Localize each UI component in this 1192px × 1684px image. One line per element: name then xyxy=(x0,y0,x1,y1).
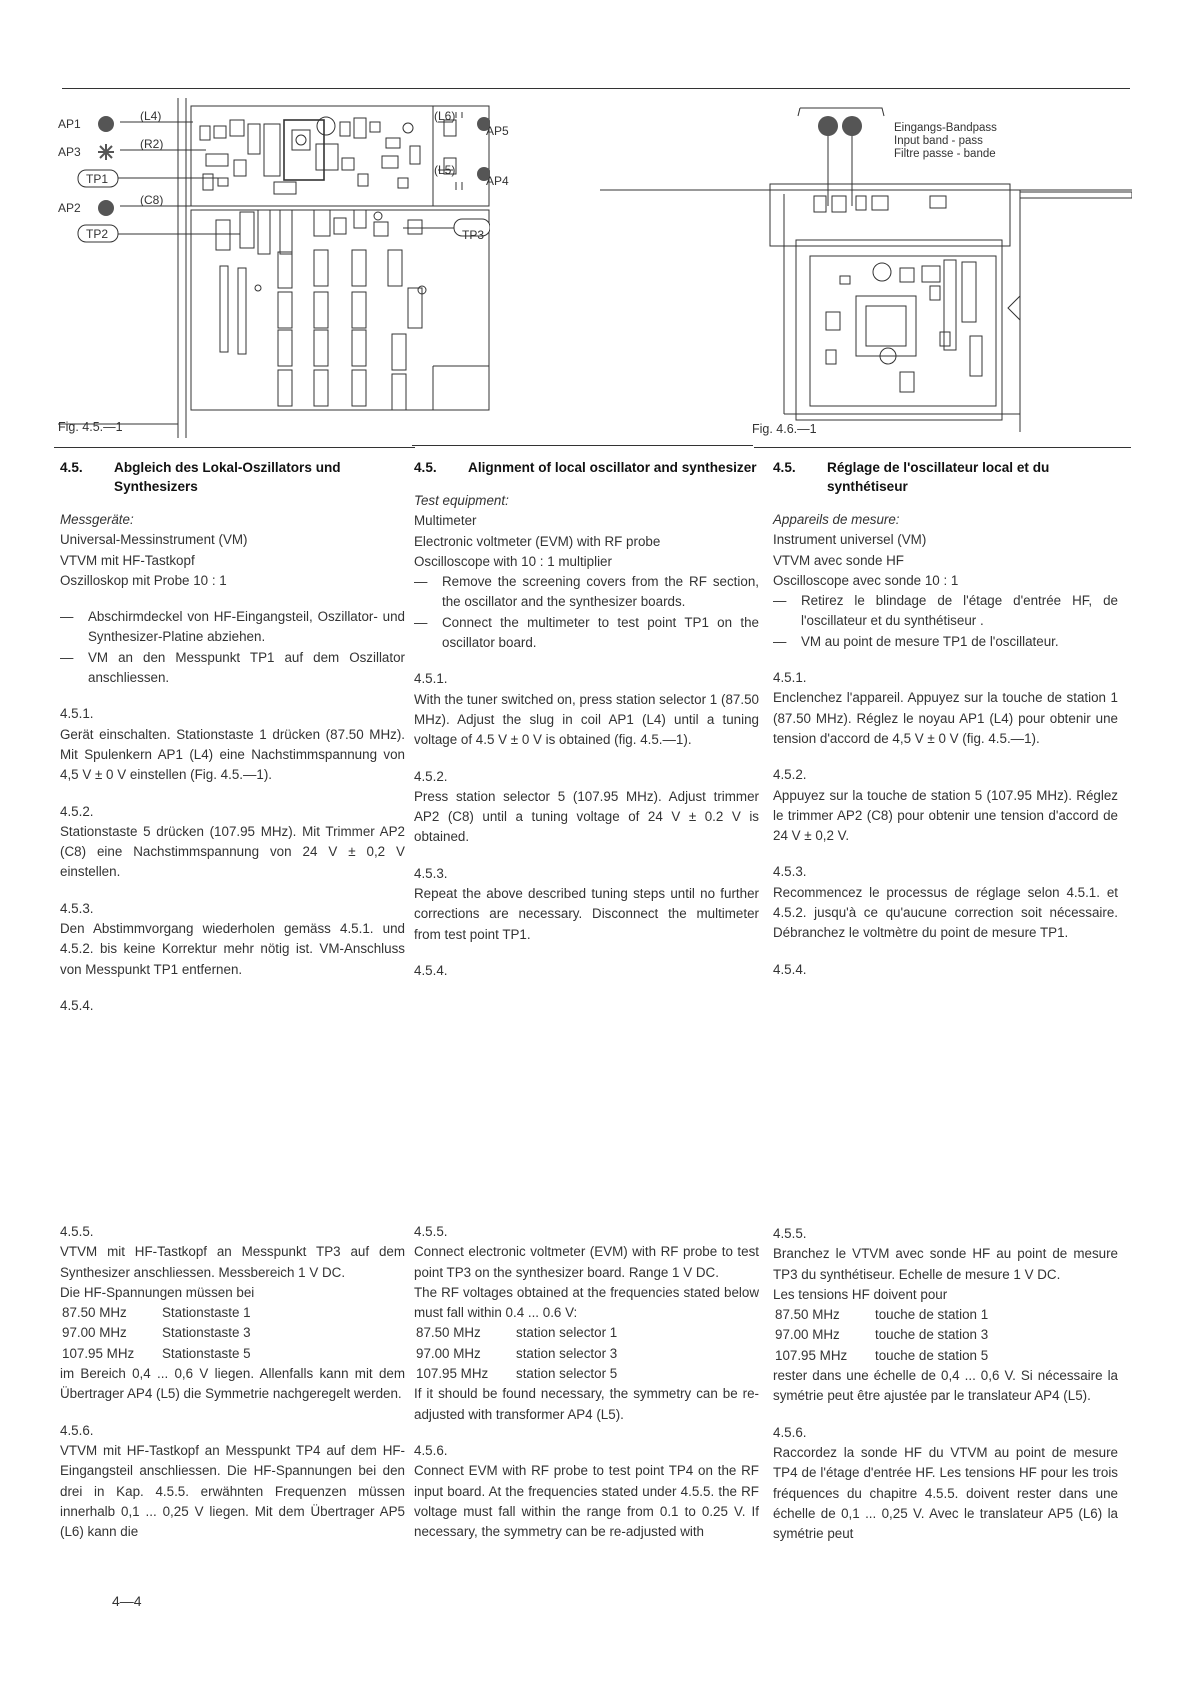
label-tp3: TP3 xyxy=(462,228,485,242)
equipment-item-de: Oszilloskop mit Probe 10 : 1 xyxy=(60,572,227,588)
bandpass-adjuster-2 xyxy=(842,116,862,136)
section-number: 4.5.3. xyxy=(60,900,94,916)
section-455c-en: If it should be found necessary, the symmetry can be re-adjusted with transformer AP4 (L5). xyxy=(414,1386,759,1422)
section-453-fr: Recommencez le processus de réglage selon 4.5.1. et 4.5.2. jusqu'à ce qu'aucune correction soit nécessaire. Débranchez le voltmètre du point de mesure TP1. xyxy=(773,884,1118,941)
step2-de: — VM an den Messpunkt TP1 auf dem Oszillator anschliessen. xyxy=(60,649,405,686)
heading-fr-title: Réglage de l'oscillateur local et du synthétiseur xyxy=(827,460,1050,494)
section-number: 4.5.1. xyxy=(414,671,448,687)
section-number: 4.5.4. xyxy=(773,961,807,977)
section-number: 4.5.6. xyxy=(773,1424,807,1440)
fig2-caption: Fig. 4.6.—1 xyxy=(752,422,817,436)
label-ap3: AP3 xyxy=(58,145,81,159)
freq-row: 87.50 MHz touche de station 1 xyxy=(775,1307,989,1323)
page-number: 4—4 xyxy=(112,1593,142,1609)
equipment-item-fr: Instrument universel (VM) xyxy=(773,532,927,548)
freq-row: 87.50 MHz Stationstaste 1 xyxy=(62,1305,251,1321)
equipment-item-en: Oscilloscope with 10 : 1 multiplier xyxy=(414,553,612,569)
ap2-adjuster xyxy=(98,200,114,216)
section-number: 4.5.4. xyxy=(60,997,94,1013)
heading-de-number: 4.5. xyxy=(60,460,83,475)
section-number: 4.5.6. xyxy=(60,1422,94,1438)
section-455b-fr: Les tensions HF doivent pour xyxy=(773,1286,948,1302)
heading-de xyxy=(60,458,405,496)
figure-4-6-1 xyxy=(600,96,1132,432)
equipment-item-en: Electronic voltmeter (EVM) with RF probe xyxy=(414,533,661,549)
heading-fr xyxy=(773,458,1118,496)
freq-row: 107.95 MHz Stationstaste 5 xyxy=(62,1345,251,1361)
bandpass-label xyxy=(894,122,997,161)
freq-row: 97.00 MHz Stationstaste 3 xyxy=(62,1325,251,1341)
label-l4: (L4) xyxy=(140,109,162,123)
top-rule xyxy=(62,88,1130,89)
section-455c-fr: rester dans une échelle de 0,4 ... 0,6 V. Si nécessaire la symétrie peut être ajustée par le translateur AP4 (L5). xyxy=(773,1368,1118,1404)
label-ap5: AP5 xyxy=(486,124,509,138)
section-456-de: VTVM mit HF-Tastkopf an Messpunkt TP4 auf dem HF-Eingangsteil anschliessen. Die HF-Spannungen bei den drei in Kap. 4.5.5. erwähnten Frequenzen müssen innerhalb 0,1 ... 0,25 V liegen. Mit dem Übertrager AP5 (L6) kann die xyxy=(60,1442,405,1540)
label-r2: (R2) xyxy=(140,137,164,151)
section-451-en: With the tuner switched on, press station selector 1 (87.50 MHz). Adjust the slug in coil AP1 (L4) until a tuning voltage of 4.5 V ± 0 V is obtained (fig. 4.5.—1). xyxy=(414,691,759,748)
step1-de: — Abschirmdeckel von HF-Eingangsteil, Oszillator- und Synthesizer-Platine abziehen. xyxy=(60,609,405,645)
bandpass-label-en: Input band - pass xyxy=(894,135,983,147)
heading-en xyxy=(414,458,759,477)
label-c8: (C8) xyxy=(140,193,164,207)
section-number: 4.5.3. xyxy=(773,864,807,880)
bandpass-label-de: Eingangs-Bandpass xyxy=(894,122,997,134)
equipment-item-de: Universal-Messinstrument (VM) xyxy=(60,532,248,548)
section-number: 4.5.1. xyxy=(60,706,94,722)
section-number: 4.5.2. xyxy=(60,803,94,819)
fig1-caption: Fig. 4.5.—1 xyxy=(58,420,123,434)
section-number: 4.5.2. xyxy=(414,768,448,784)
lower-french xyxy=(773,1224,1118,1544)
section-number: 4.5.2. xyxy=(773,767,807,783)
section-453-de: Den Abstimmvorgang wiederholen gemäss 4.5.1. und 4.5.2. bis keine Korrektur mehr nötig ist. VM-Anschluss von Messpunkt TP1 entfernen. xyxy=(60,921,405,977)
section-number: 4.5.5. xyxy=(773,1226,807,1241)
section-451-de: Gerät einschalten. Stationstaste 1 drücken (87.50 MHz). Mit Spulenkern AP1 (L4) eine Nachstimmspannung von 4,5 V ± 0 V einstellen (Fig. 4.5.—1). xyxy=(60,726,405,783)
section-455c-de: im Bereich 0,4 ... 0,6 V liegen. Allenfalls kann mit dem Übertrager AP4 (L5) die Symmetrie nachgeregelt werden. xyxy=(60,1366,405,1402)
rule-col-fr xyxy=(754,447,1131,448)
label-l5: (L5) xyxy=(434,163,456,177)
step2-fr: — VM au point de mesure TP1 de l'oscillateur. xyxy=(773,633,1059,649)
section-456-fr: Raccordez la sonde HF du VTVM au point de mesure TP4 de l'étage d'entrée HF. Les tensions HF pour les trois fréquences du chapitre 4.5.5. doivent rester dans une échelle de 0,1 ... 0,25 V. Avec le translateur AP5 (L6) la symétrie peut xyxy=(773,1444,1118,1542)
equipment-item-fr: Oscilloscope avec sonde 10 : 1 xyxy=(773,572,959,588)
section-number: 4.5.6. xyxy=(414,1442,448,1458)
section-452-fr: Appuyez sur la touche de station 5 (107.95 MHz). Réglez le trimmer AP2 (C8) pour obtenir une tension d'accord de 24 V ± 0,2 V. xyxy=(773,787,1118,844)
label-tp2: TP2 xyxy=(86,227,109,241)
column-german xyxy=(60,458,405,1016)
step2-en: — Connect the multimeter to test point TP1 on the oscillator board. xyxy=(414,614,759,651)
section-455a-en: Connect electronic voltmeter (EVM) with RF probe to test point TP3 on the synthesizer board. Range 1 V DC. xyxy=(414,1244,759,1280)
heading-de-title: Abgleich des Lokal-Oszillators und Synthesizers xyxy=(114,460,341,494)
section-number: 4.5.4. xyxy=(414,962,448,978)
equipment-label-fr: Appareils de mesure: xyxy=(773,512,900,527)
section-456-en: Connect EVM with RF probe to test point TP4 on the RF input board. At the frequencies stated under 4.5.5. the RF voltage must fall within the range from 0.1 to 0.25 V. If necessary, the symmetry can be re-adjusted with xyxy=(414,1463,759,1540)
section-453-en: Repeat the above described tuning steps until no further corrections are necessary. Disconnect the multimeter from test point TP1. xyxy=(414,886,759,942)
synthesizer-board xyxy=(191,210,489,410)
section-455a-fr: Branchez le VTVM avec sonde HF au point de mesure TP3 du synthétiseur. Echelle de mesure 1 V DC. xyxy=(773,1246,1118,1282)
equipment-label-en: Test equipment: xyxy=(414,493,509,508)
freq-row: 107.95 MHz touche de station 5 xyxy=(775,1347,989,1363)
label-ap4: AP4 xyxy=(486,174,509,188)
heading-en-title: Alignment of local oscillator and synthesizer xyxy=(468,460,757,475)
bandpass-label-fr: Filtre passe - bande xyxy=(894,148,996,160)
lower-english xyxy=(414,1222,759,1542)
section-452-de: Stationstaste 5 drücken (107.95 MHz). Mit Trimmer AP2 (C8) eine Nachstimmspannung von 24 V ± 0,2 V einstellen. xyxy=(60,823,405,880)
ap1-adjuster xyxy=(98,116,114,132)
step1-en: — Remove the screening covers from the RF section, the oscillator and the synthesizer boards. xyxy=(414,574,759,610)
section-number: 4.5.5. xyxy=(60,1224,94,1239)
bandpass-adjuster-1 xyxy=(818,116,838,136)
equipment-item-en: Multimeter xyxy=(414,513,477,529)
freq-row: 97.00 MHz touche de station 3 xyxy=(775,1327,989,1343)
column-french xyxy=(773,458,1118,980)
section-number: 4.5.3. xyxy=(414,865,448,881)
section-455b-en: The RF voltages obtained at the frequencies stated below must fall within 0.4 ... 0.6 V: xyxy=(414,1284,759,1321)
label-ap2: AP2 xyxy=(58,201,81,215)
step1-fr: — Retirez le blindage de l'étage d'entrée HF, de l'oscillateur et du synthétiseur . xyxy=(773,593,1118,629)
freq-row: 87.50 MHz station selector 1 xyxy=(416,1325,618,1341)
section-451-fr: Enclenchez l'appareil. Appuyez sur la touche de station 1 (87.50 MHz). Réglez le noyau AP1 (L4) pour obtenir une tension d'accord de 4,5 V ± 0 V (fig. 4.5.—1). xyxy=(773,690,1118,746)
column-english xyxy=(414,458,759,981)
label-ap1: AP1 xyxy=(58,117,81,131)
freq-row: 107.95 MHz station selector 5 xyxy=(416,1366,618,1382)
equipment-item-de: VTVM mit HF-Tastkopf xyxy=(60,552,195,568)
heading-fr-number: 4.5. xyxy=(773,460,796,475)
label-l6: (L6) xyxy=(434,109,456,123)
rule-col-de xyxy=(54,447,415,448)
section-number: 4.5.5. xyxy=(414,1224,448,1239)
equipment-item-fr: VTVM avec sonde HF xyxy=(773,552,904,568)
figure-4-5-1 xyxy=(58,98,490,438)
lower-german xyxy=(60,1222,405,1542)
section-455a-de: VTVM mit HF-Tastkopf an Messpunkt TP3 auf dem Synthesizer anschliessen. Messbereich 1 V DC. xyxy=(60,1244,405,1280)
heading-en-number: 4.5. xyxy=(414,460,437,475)
rule-col-en xyxy=(412,445,753,446)
section-number: 4.5.1. xyxy=(773,670,807,686)
section-455b-de: Die HF-Spannungen müssen bei xyxy=(60,1284,255,1300)
section-452-en: Press station selector 5 (107.95 MHz). Adjust trimmer AP2 (C8) until a tuning voltage of 24 V ± 0.2 V is obtained. xyxy=(414,788,759,845)
equipment-label-de: Messgeräte: xyxy=(60,512,134,527)
label-tp1: TP1 xyxy=(86,172,109,186)
freq-row: 97.00 MHz station selector 3 xyxy=(416,1345,618,1361)
